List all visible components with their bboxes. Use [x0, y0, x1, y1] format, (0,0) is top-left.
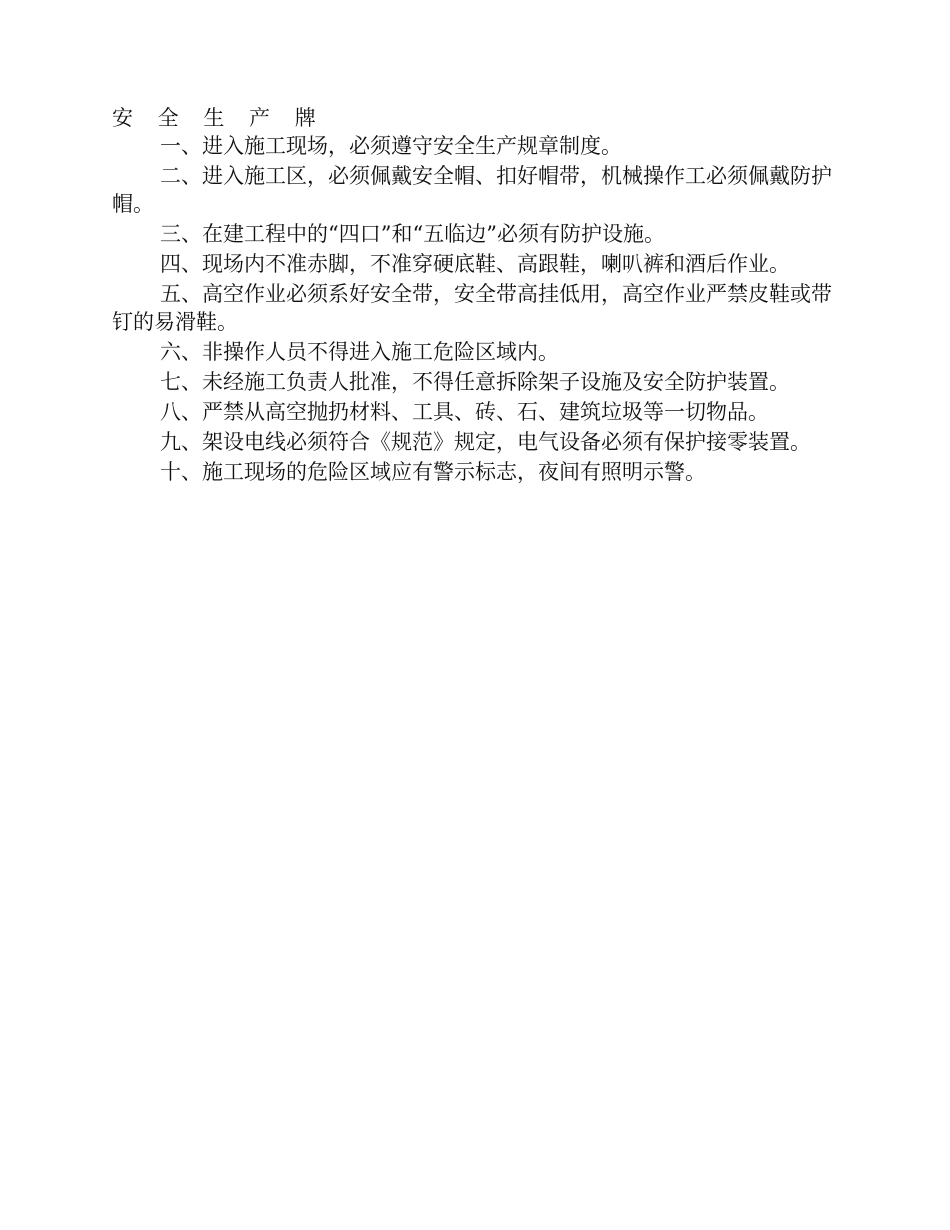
rule-item-5: 五、高空作业必须系好安全带，安全带高挂低用，高空作业严禁皮鞋或带钉的易滑鞋。 — [112, 282, 832, 334]
rule-item-4: 四、现场内不准赤脚，不准穿硬底鞋、高跟鞋，喇叭裤和酒后作业。 — [160, 252, 790, 276]
rule-item-9: 九、架设电线必须符合《规范》规定，电气设备必须有保护接零装置。 — [160, 430, 811, 454]
rule-item-2: 二、进入施工区，必须佩戴安全帽、扣好帽带，机械操作工必须佩戴防护帽。 — [112, 164, 832, 216]
rule-item-1: 一、进入施工现场，必须遵守安全生产规章制度。 — [160, 134, 622, 158]
rule-item-7: 七、未经施工负责人批准，不得任意拆除架子设施及安全防护装置。 — [160, 370, 790, 394]
rule-item-10: 十、施工现场的危险区域应有警示标志，夜间有照明示警。 — [160, 460, 706, 484]
rule-item-3: 三、在建工程中的“四口”和“五临边”必须有防护设施。 — [160, 222, 665, 246]
document-page — [112, 104, 832, 486]
document-title: 安 全 生 产 牌 — [112, 106, 325, 130]
rule-item-6: 六、非操作人员不得进入施工危险区域内。 — [160, 340, 559, 364]
rule-item-8: 八、严禁从高空抛扔材料、工具、砖、石、建筑垃圾等一切物品。 — [160, 400, 769, 424]
